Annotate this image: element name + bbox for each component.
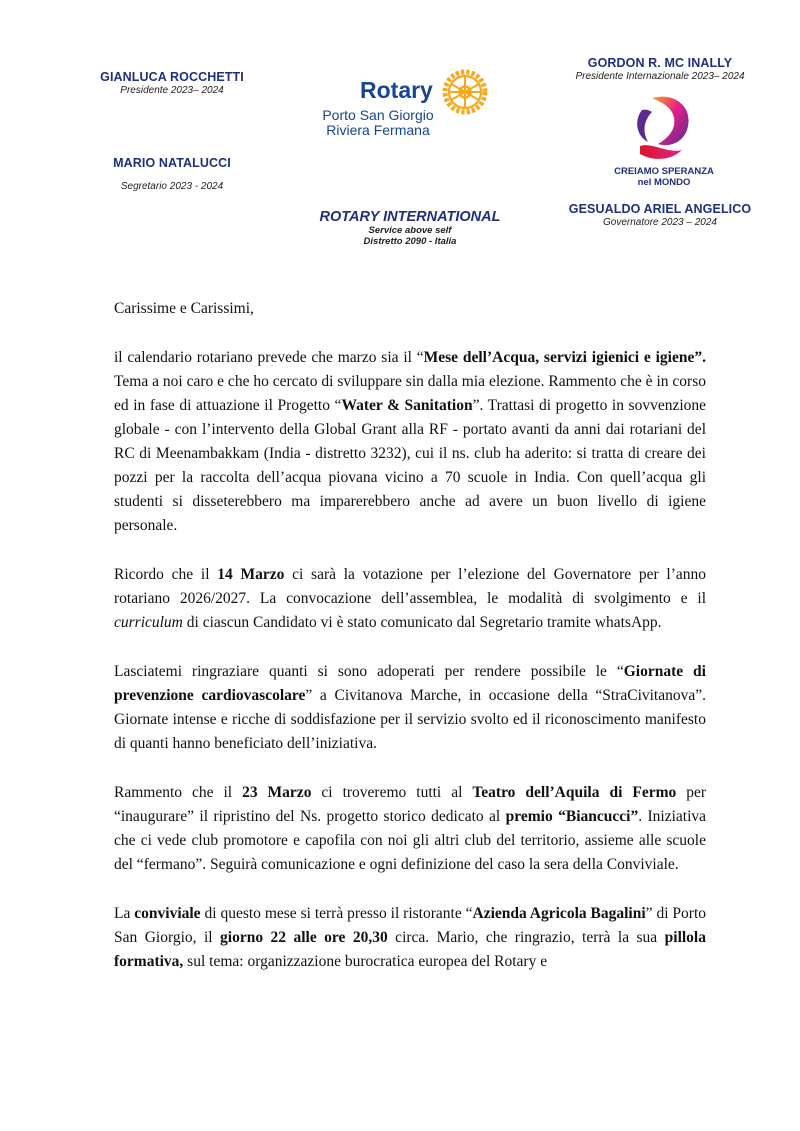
bold-run: Azienda Agricola Bagalini <box>472 905 646 922</box>
theme-text-line-2: nel MONDO <box>637 177 691 188</box>
create-hope-logo-icon <box>612 92 716 166</box>
logo-club-line-2: Riviera Fermana <box>326 122 430 138</box>
rotary-motto: Service above self <box>368 225 452 236</box>
rotary-international-block <box>300 209 520 247</box>
secretary-name: MARIO NATALUCCI <box>113 156 231 170</box>
governor-name: GESUALDO ARIEL ANGELICO <box>568 202 752 216</box>
text-run: sul tema: organizzazione burocratica europea del Rotary e <box>183 953 548 970</box>
create-hope-logo <box>612 92 716 190</box>
text-run: Ricordo che il <box>114 566 218 583</box>
text-run: ci sarà la votazione per l’elezione del Governatore per l’anno rotariano 2026/2027. La convocazione dell’assemblea, le modalità di svolgimento e il <box>114 566 706 607</box>
greeting: Carissime e Carissimi, <box>114 300 254 317</box>
international-president-role: Presidente Internazionale 2023– 2024 <box>575 71 745 82</box>
logo-wordmark: Rotary <box>360 77 433 103</box>
international-president-name: GORDON R. MC INALLY <box>587 56 733 70</box>
text-run: per “inaugurare” il ripristino del Ns. progetto storico dedicato al <box>114 784 707 825</box>
president-role: Presidente 2023– 2024 <box>120 85 224 96</box>
paragraph-cardio-days <box>114 660 706 756</box>
text-run: . Iniziativa che ci vede club promotore e capofila con noi gli altri club del territorio, assieme alle scuole del “fermano”. Seguirà comunicazione e ogni definizione del caso la sera della Conviviale. <box>114 808 707 873</box>
italic-run: curriculum <box>114 614 183 631</box>
bold-run: conviviale <box>134 905 201 922</box>
president-name: GIANLUCA ROCCHETTI <box>100 70 244 84</box>
text-run: il calendario rotariano prevede che marzo sia il “ <box>114 349 424 366</box>
bold-run: giorno 22 alle ore 20,30 <box>220 929 388 946</box>
rotary-international-title: ROTARY INTERNATIONAL <box>319 209 501 225</box>
international-president-block <box>560 56 760 82</box>
text-run: di questo mese si terrà presso il ristorante “ <box>200 905 473 922</box>
bold-run: 23 Marzo <box>242 784 312 801</box>
text-run: ci troveremo tutti al <box>311 784 473 801</box>
district-label: Distretto 2090 - Italia <box>363 236 457 247</box>
secretary-role: Segretario 2023 - 2024 <box>120 181 224 192</box>
text-run: Lasciatemi ringraziare quanti si sono adoperati per rendere possibile le “ <box>114 663 624 680</box>
governor-role: Governatore 2023 – 2024 <box>603 217 717 228</box>
bold-run: pillola formativa, <box>114 929 706 970</box>
text-run: circa. Mario, che ringrazio, terrà la sua <box>387 929 665 946</box>
bold-run: 14 Marzo <box>217 566 285 583</box>
text-run: ”. Trattasi di progetto in sovvenzione globale - con l’intervento della Global Grant alla RF - portato avanti da anni dai rotariani del RC di Meenambakkam (India - distretto 3232), cui il ns. club ha aderito: si tratta di creare dei pozzi per la raccolta dell’acqua piovana vicino a 70 scuole in India. Con quell’acqua gli studenti si disseterebbero ma imparerebbero anche ad avere un buon livello di igiene personale. <box>114 397 707 534</box>
paragraph-biancucci-award <box>114 781 706 877</box>
logo-club-line-1: Porto San Giorgio <box>322 107 434 123</box>
text-run: di ciascun Candidato vi è stato comunicato dal Segretario tramite whatsApp. <box>182 614 662 631</box>
president-block <box>82 70 262 96</box>
text-run: Tema a noi caro e che ho cercato di sviluppare sin dalla mia elezione. Rammento che è in corso ed in fase di attuazione il Progetto “ <box>114 373 706 414</box>
text-run: Rammento che il <box>114 784 243 801</box>
club-logo <box>316 67 492 137</box>
paragraph-conviviale <box>114 902 706 974</box>
letter-body <box>114 297 706 999</box>
governor-block <box>560 202 760 228</box>
bold-run: Teatro dell’Aquila di Fermo <box>472 784 677 801</box>
paragraph-water-month <box>114 346 706 538</box>
bold-run: Giornate di prevenzione cardiovascolare <box>114 663 706 704</box>
rotary-wheel-icon <box>442 69 488 115</box>
text-run: ” di Porto San Giorgio, il <box>114 905 706 946</box>
bold-run: Water & Sanitation <box>341 397 473 414</box>
theme-text-line-1: CREIAMO SPERANZA <box>614 166 714 177</box>
bold-run: premio “Biancucci” <box>505 808 639 825</box>
text-run: ” a Civitanova Marche, in occasione della “StraCivitanova”. Giornate intense e ricche di soddisfazione per il servizio svolto ed il riconoscimento manifesto di quanti hanno beneficiato dell’iniziativa. <box>114 687 707 752</box>
secretary-block <box>82 156 262 192</box>
bold-run: Mese dell’Acqua, servizi igienici e igiene”. <box>423 349 706 366</box>
paragraph-governor-vote <box>114 563 706 635</box>
text-run: La <box>114 905 135 922</box>
